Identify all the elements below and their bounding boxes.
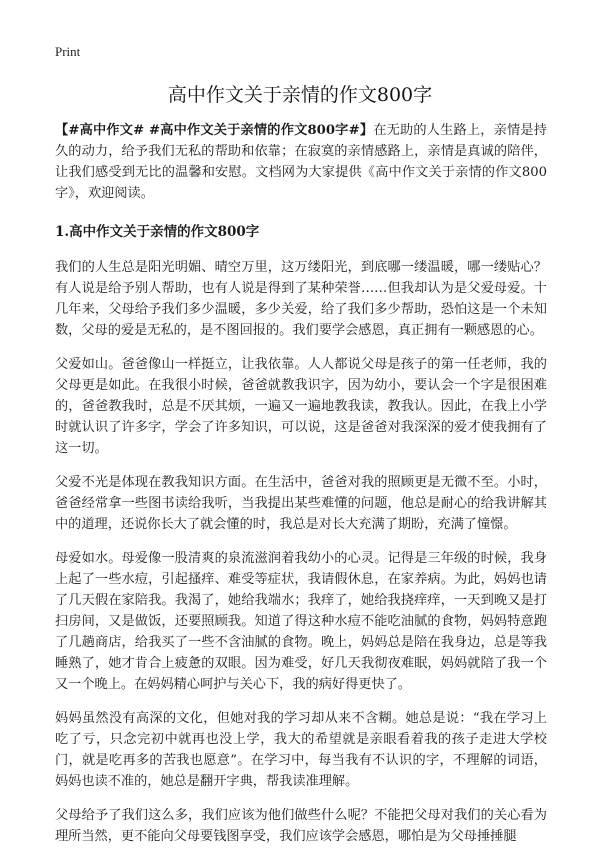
document-body	[55, 120, 547, 860]
paragraph-3: 父爱不光是体现在教我知识方面。在生活中，爸爸对我的照顾更是无微不至。小时，爸爸经常拿一些图书读给我听，当我提出某些难懂的问题，他总是耐心的给我讲解其中的道理，还说你长大了就会懂的时，我总是对长大充满了期盼，充满了憧憬。	[55, 475, 547, 532]
document-title: 高中作文关于亲情的作文800字	[167, 84, 433, 106]
paragraph-2: 父爱如山。爸爸像山一样挺立，让我依靠。人人都说父母是孩子的第一任老师，我的父母更是如此。在我很小时候，爸爸就教我识字，因为幼小，要认会一个字是很困难的，爸爸教我时，总是不厌其烦，一遍又一遍地教我读，教我认。因此，在我上小学时就认识了许多字，学会了许多知识，可以说，这是爸爸对我深深的爱才使我拥有了这一切。	[55, 357, 547, 456]
intro-paragraph	[55, 120, 547, 204]
paragraph-5: 妈妈虽然没有高深的文化，但她对我的学习却从来不含糊。她总是说：“我在学习上吃了亏，只念完初中就再也没上学，我大的希望就是亲眼看着我的孩子走进大学校门，就是吃再多的苦我也愿意”。在学习中，每当我有不认识的字，不理解的词语，妈妈也读不准的，她总是翻开字典，帮我读准理解。	[55, 711, 547, 789]
section-heading: 1.高中作文关于亲情的作文800字	[55, 224, 260, 240]
intro-text: 在无助的人生路上，亲情是持久的动力，给予我们无私的帮助和依靠；在寂寞的亲情感路上，亲情是真诚的陪伴，让我们感受到无比的温馨和安慰。文档网为大家提供《高中作文关于亲情的作文800字》，欢迎阅读。	[55, 123, 547, 201]
paragraph-1: 我们的人生总是阳光明媚、晴空万里，这万缕阳光，到底哪一缕温暖，哪一缕贴心？有人说是给予别人帮助，也有人说是得到了某种荣誉……但我却认为是父爱母爱。十几年来，父母给予我们多少温暖，多少关爱，给了我们多少帮助，恐怕这是一个未知数，父母的爱是无私的，是不图回报的。我们要学会感恩，真正拥有一颗感恩的心。	[55, 260, 547, 338]
paragraph-6: 父母给予了我们这么多，我们应该为他们做些什么呢？不能把父母对我们的关心看为理所当然，更不能向父母要钱图享受，我们应该学会感恩，哪怕是为父母捶捶腿	[55, 808, 547, 844]
print-label: Print	[55, 44, 81, 59]
paragraph-4: 母爱如水。母爱像一股清爽的泉流滋润着我幼小的心灵。记得是三年级的时候，我身上起了一些水痘，引起搔痒、难受等症状，我请假休息，在家养病。为此，妈妈也请了几天假在家陪我。我渴了，她给我端水；我痒了，她给我挠痒痒，一天到晚又是打扫房间，又是做饭，还要照顾我。知道了得这种水痘不能吃油腻的食物，妈妈特意跑了几趟商店，给我买了一些不含油腻的食物。晚上，妈妈总是陪在我身边，总是等我睡熟了，她才肯合上疲惫的双眼。因为难受，好几天我彻夜难眠，妈妈就陪了我一个又一个晚上。在妈妈精心呵护与关心下，我的病好得更快了。	[55, 551, 547, 692]
intro-tag: 【#高中作文# #高中作文关于亲情的作文800字#】	[55, 123, 374, 138]
